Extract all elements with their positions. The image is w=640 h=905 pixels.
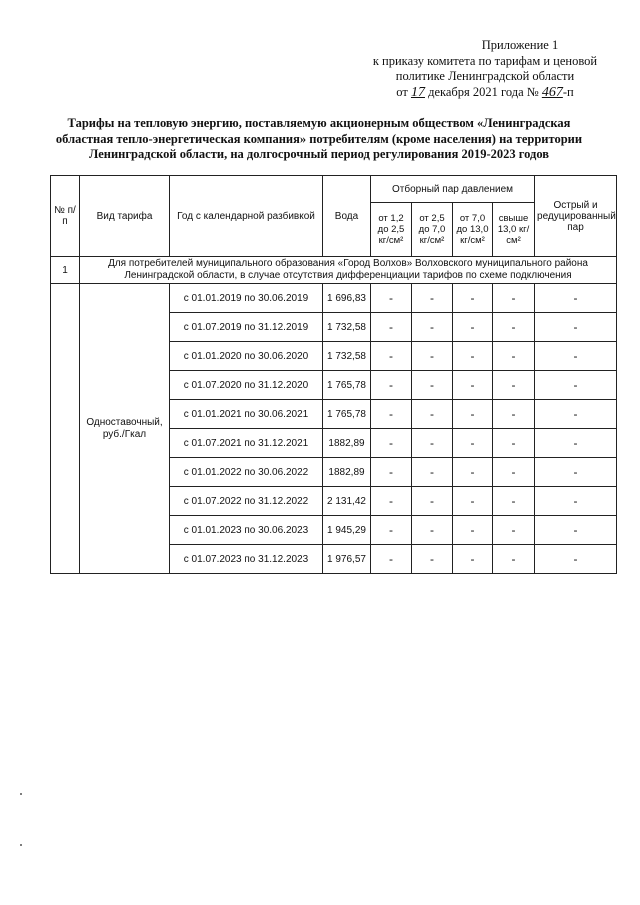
- empty-value-dash: -: [493, 458, 535, 487]
- empty-value-dash: -: [453, 516, 493, 545]
- water-tariff-cell: 1 945,29: [323, 516, 371, 545]
- empty-value-dash: -: [453, 313, 493, 342]
- group-description: Для потребителей муниципального образования «Город Волхов» Волховского муниципального района Ленинградской области, в случае отсутствия дифференциации тарифов по схеме подключения: [80, 257, 617, 284]
- empty-value-dash: -: [371, 487, 412, 516]
- group-num: 1: [51, 257, 80, 284]
- header-num: № п/п: [51, 176, 80, 257]
- period-cell: с 01.07.2022 по 31.12.2022: [170, 487, 323, 516]
- empty-value-dash: -: [453, 545, 493, 574]
- empty-value-dash: -: [453, 342, 493, 371]
- period-cell: с 01.01.2022 по 30.06.2022: [170, 458, 323, 487]
- empty-value-dash: -: [535, 284, 617, 313]
- appendix-title: Приложение 1: [481, 38, 559, 52]
- title-line-3: Ленинградской области, на долгосрочный период регулирования 2019-2023 годов: [88, 147, 550, 161]
- period-cell: с 01.07.2023 по 31.12.2023: [170, 545, 323, 574]
- tariff-table: [50, 175, 617, 574]
- water-tariff-cell: 1 732,58: [323, 313, 371, 342]
- empty-value-dash: -: [493, 284, 535, 313]
- table-row: [51, 284, 617, 313]
- header-pressure-4: свыше 13,0 кг/см²: [493, 203, 535, 257]
- empty-value-dash: -: [371, 400, 412, 429]
- period-cell: с 01.01.2020 по 30.06.2020: [170, 342, 323, 371]
- water-tariff-cell: 1 732,58: [323, 342, 371, 371]
- empty-value-dash: -: [535, 516, 617, 545]
- order-suffix: -п: [562, 84, 574, 99]
- water-tariff-cell: 2 131,42: [323, 487, 371, 516]
- handwritten-number: 467: [541, 84, 563, 100]
- empty-value-dash: -: [453, 429, 493, 458]
- water-tariff-cell: 1 976,57: [323, 545, 371, 574]
- water-tariff-cell: 1 765,78: [323, 371, 371, 400]
- water-tariff-cell: 1 765,78: [323, 400, 371, 429]
- empty-value-dash: -: [493, 342, 535, 371]
- empty-value-dash: -: [535, 342, 617, 371]
- empty-value-dash: -: [493, 516, 535, 545]
- empty-value-dash: -: [453, 371, 493, 400]
- empty-value-dash: -: [412, 313, 453, 342]
- empty-value-dash: -: [412, 400, 453, 429]
- scan-speck: [20, 844, 22, 846]
- empty-value-dash: -: [412, 429, 453, 458]
- empty-value-dash: -: [412, 342, 453, 371]
- header-year: Год с календарной разбивкой: [170, 176, 323, 257]
- header-pressure-1: от 1,2 до 2,5 кг/см²: [371, 203, 412, 257]
- empty-value-dash: -: [535, 371, 617, 400]
- empty-value-dash: -: [493, 545, 535, 574]
- empty-value-dash: -: [412, 516, 453, 545]
- empty-value-dash: -: [412, 284, 453, 313]
- empty-value-dash: -: [535, 458, 617, 487]
- empty-value-dash: -: [453, 458, 493, 487]
- date-month-year: декабря 2021 года №: [428, 84, 539, 99]
- period-cell: с 01.01.2023 по 30.06.2023: [170, 516, 323, 545]
- title-line-1: Тарифы на тепловую энергию, поставляемую акционерным обществом «Ленинградская: [67, 116, 571, 130]
- period-cell: с 01.07.2020 по 31.12.2020: [170, 371, 323, 400]
- empty-value-dash: -: [535, 313, 617, 342]
- water-tariff-cell: 1882,89: [323, 458, 371, 487]
- date-prefix: от: [396, 84, 408, 99]
- handwritten-day: 17: [410, 84, 425, 100]
- title-line-2: областная тепло-энергетическая компания» потребителям (кроме населения) на территории: [55, 131, 583, 146]
- document-title: [30, 116, 608, 163]
- tariff-type-cell: Одноставочный, руб./Гкал: [80, 284, 170, 574]
- empty-value-dash: -: [453, 487, 493, 516]
- empty-value-dash: -: [371, 342, 412, 371]
- header-selected-steam: Отборный пар давлением: [371, 176, 535, 203]
- empty-value-dash: -: [371, 545, 412, 574]
- empty-value-dash: -: [412, 545, 453, 574]
- empty-value-dash: -: [535, 429, 617, 458]
- appendix-order-line: к приказу комитета по тарифам и ценовой: [372, 53, 598, 68]
- empty-value-dash: -: [493, 487, 535, 516]
- empty-value-dash: -: [493, 400, 535, 429]
- empty-value-dash: -: [453, 284, 493, 313]
- empty-value-dash: -: [371, 516, 412, 545]
- empty-value-dash: -: [493, 371, 535, 400]
- header-pressure-2: от 2,5 до 7,0 кг/см²: [412, 203, 453, 257]
- header-tariff-type: Вид тарифа: [80, 176, 170, 257]
- empty-value-dash: -: [371, 313, 412, 342]
- empty-value-dash: -: [453, 400, 493, 429]
- appendix-block: [350, 38, 620, 100]
- appendix-committee-line: политике Ленинградской области: [395, 69, 575, 83]
- header-sharp-steam: Острый и редуцированный пар: [535, 176, 617, 257]
- header-pressure-3: от 7,0 до 13,0 кг/см²: [453, 203, 493, 257]
- period-cell: с 01.01.2021 по 30.06.2021: [170, 400, 323, 429]
- empty-value-dash: -: [493, 313, 535, 342]
- empty-value-dash: -: [493, 429, 535, 458]
- appendix-date-line: [350, 85, 620, 101]
- empty-value-dash: -: [535, 400, 617, 429]
- num-cell-empty: [51, 284, 80, 574]
- empty-value-dash: -: [412, 458, 453, 487]
- water-tariff-cell: 1882,89: [323, 429, 371, 458]
- empty-value-dash: -: [371, 458, 412, 487]
- scan-speck: [20, 793, 22, 795]
- period-cell: с 01.01.2019 по 30.06.2019: [170, 284, 323, 313]
- empty-value-dash: -: [535, 487, 617, 516]
- period-cell: с 01.07.2021 по 31.12.2021: [170, 429, 323, 458]
- empty-value-dash: -: [371, 284, 412, 313]
- empty-value-dash: -: [535, 545, 617, 574]
- empty-value-dash: -: [371, 429, 412, 458]
- empty-value-dash: -: [412, 487, 453, 516]
- header-water: Вода: [323, 176, 371, 257]
- period-cell: с 01.07.2019 по 31.12.2019: [170, 313, 323, 342]
- empty-value-dash: -: [412, 371, 453, 400]
- empty-value-dash: -: [371, 371, 412, 400]
- water-tariff-cell: 1 696,83: [323, 284, 371, 313]
